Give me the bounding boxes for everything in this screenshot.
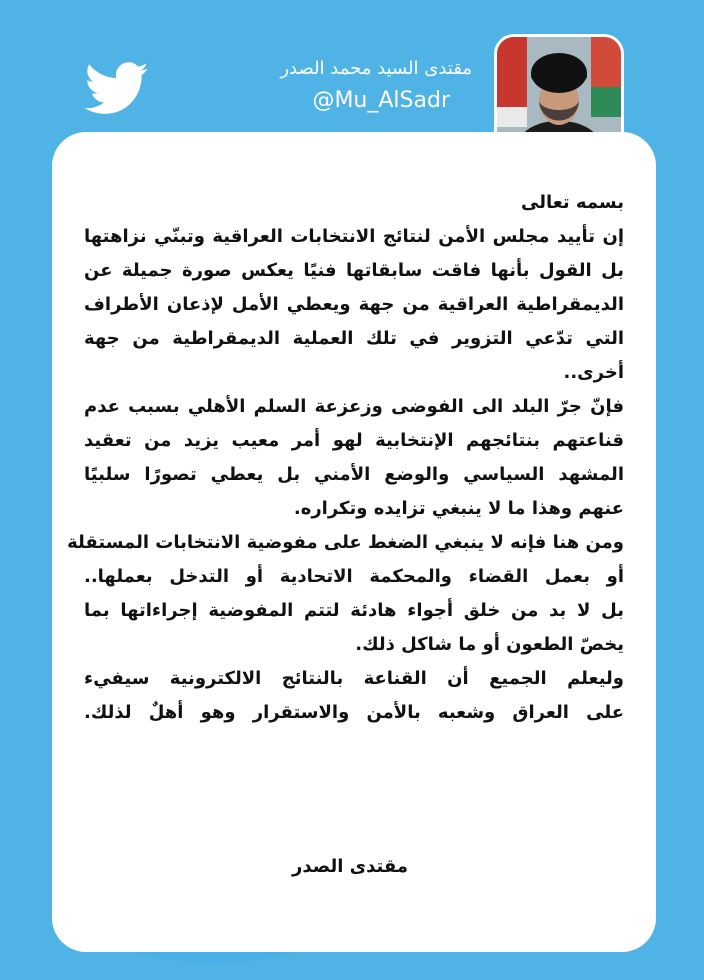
twitter-bird-icon: [84, 62, 150, 116]
tweet-heading: بسمه تعالى: [521, 192, 624, 213]
tweet-line-8: المشهد السياسي والوضع الأمني بل يعطي تصورًا سلبيًا: [84, 464, 624, 485]
tweet-line-4: التي تدّعي التزوير في تلك العملية الديمقراطية من جهة: [84, 328, 624, 349]
tweet-line-15: على العراق وشعبه بالأمن والاستقرار وهو أهلٌ لذلك.: [84, 702, 624, 723]
tweet-line-7: قناعتهم بنتائجهم الإنتخابية لهو أمر معيب يزيد من تعقيد: [84, 430, 624, 451]
tweet-line-5: أخرى..: [563, 362, 624, 383]
tweet-line-2: بل القول بأنها فاقت سابقاتها فنيًا يعكس صورة جميلة عن: [84, 260, 624, 281]
tweet-line-14: وليعلم الجميع أن القناعة بالنتائج الالكترونية سيفيء: [84, 668, 624, 689]
tweet-signature: مقتدى الصدر: [291, 856, 409, 877]
tweet-line-6: فإنّ جرّ البلد الى الفوضى وزعزعة السلم الأهلي بسبب عدم: [84, 396, 624, 417]
tweet-body: [67, 186, 624, 730]
tweet-line-3: الديمقراطية العراقية من جهة ويعطي الأمل لإذعان الأطراف: [84, 294, 624, 315]
tweet-line-12: بل لا بد من خلق أجواء هادئة لتتم المفوضية إجراءاتها بما: [84, 600, 624, 621]
tweet-line-13: يخصّ الطعون أو ما شاكل ذلك.: [355, 634, 624, 655]
author-handle[interactable]: @Mu_AlSadr: [312, 88, 450, 113]
tweet-line-11: أو بعمل القضاء والمحكمة الاتحادية أو التدخل بعملها..: [84, 566, 624, 587]
tweet-line-10: ومن هنا فإنه لا ينبغي الضغط على مفوضية الانتخابات المستقلة: [67, 532, 624, 553]
tweet-line-9: عنهم وهذا ما لا ينبغي تزايده وتكراره.: [293, 498, 624, 519]
tweet-line-1: إن تأييد مجلس الأمن لنتائج الانتخابات العراقية وتبنّي نزاهتها: [84, 226, 624, 247]
author-name[interactable]: مقتدى السيد محمد الصدر: [280, 58, 472, 79]
